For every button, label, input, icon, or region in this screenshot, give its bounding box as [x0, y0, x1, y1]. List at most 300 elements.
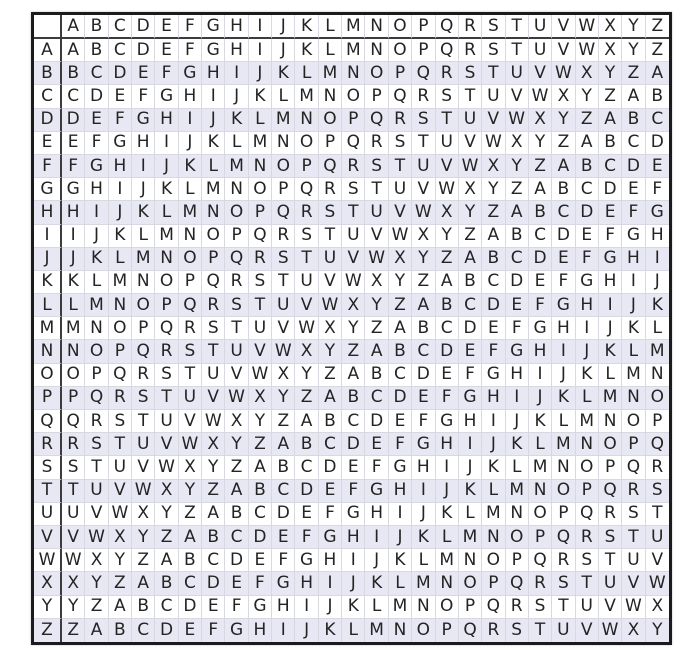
grid-cell: V [249, 340, 272, 363]
grid-cell: E [272, 526, 295, 549]
grid-cell: Q [552, 526, 575, 549]
grid-cell: H [272, 596, 295, 619]
grid-cell: J [132, 178, 155, 201]
grid-cell: M [179, 201, 202, 224]
column-header-cell: H [225, 15, 248, 39]
grid-cell: P [225, 225, 248, 248]
grid-cell: F [342, 480, 365, 503]
grid-cell: L [506, 456, 529, 479]
grid-cell: X [599, 39, 622, 62]
grid-cell: X [646, 596, 669, 619]
grid-cell: Q [225, 248, 248, 271]
grid-cell: J [576, 340, 599, 363]
grid-cell: A [272, 433, 295, 456]
grid-cell: D [109, 62, 132, 85]
grid-cell: S [225, 294, 248, 317]
grid-cell: D [506, 271, 529, 294]
grid-cell: B [389, 340, 412, 363]
grid-cell: V [132, 456, 155, 479]
grid-cell: B [225, 503, 248, 526]
grid-cell: E [85, 109, 108, 132]
grid-cell: M [132, 248, 155, 271]
grid-cell: O [319, 109, 342, 132]
grid-cell: E [622, 178, 645, 201]
grid-cell: J [436, 480, 459, 503]
grid-cell: O [202, 225, 225, 248]
grid-cell: X [225, 410, 248, 433]
grid-cell: T [552, 596, 575, 619]
tabula-recta-grid [31, 12, 672, 645]
grid-cell: C [132, 619, 155, 642]
column-header-cell: B [85, 15, 108, 39]
grid-cell: F [529, 294, 552, 317]
grid-cell: H [202, 62, 225, 85]
grid-cell: N [319, 85, 342, 108]
grid-cell: Y [179, 480, 202, 503]
grid-cell: Z [179, 503, 202, 526]
grid-cell: F [482, 340, 505, 363]
grid-cell: N [412, 596, 435, 619]
grid-cell: H [459, 410, 482, 433]
grid-cell: E [202, 596, 225, 619]
grid-cell: H [85, 178, 108, 201]
grid-cell: C [412, 340, 435, 363]
grid-cell: T [622, 526, 645, 549]
grid-cell: B [132, 596, 155, 619]
grid-cell: J [599, 317, 622, 340]
grid-cell: K [109, 225, 132, 248]
grid-cell: Y [295, 364, 318, 387]
grid-cell: T [62, 480, 85, 503]
grid-cell: V [62, 526, 85, 549]
grid-cell: N [506, 503, 529, 526]
grid-cell: P [342, 109, 365, 132]
grid-cell: X [365, 271, 388, 294]
grid-cell: F [179, 39, 202, 62]
grid-cell: O [109, 317, 132, 340]
row-label-cell: K [34, 271, 62, 294]
grid-cell: Z [155, 526, 178, 549]
grid-cell: N [599, 410, 622, 433]
grid-cell: F [506, 317, 529, 340]
grid-cell: A [436, 271, 459, 294]
grid-cell: B [109, 619, 132, 642]
grid-cell: I [482, 410, 505, 433]
grid-cell: N [576, 433, 599, 456]
grid-cell: A [179, 526, 202, 549]
grid-cell: Q [365, 109, 388, 132]
grid-cell: D [389, 387, 412, 410]
grid-cell: V [225, 364, 248, 387]
grid-cell: L [436, 526, 459, 549]
grid-cell: M [62, 317, 85, 340]
grid-cell: Y [272, 387, 295, 410]
grid-cell: R [202, 294, 225, 317]
grid-cell: L [622, 340, 645, 363]
grid-cell: T [389, 155, 412, 178]
grid-cell: C [436, 317, 459, 340]
grid-cell: A [599, 109, 622, 132]
grid-cell: J [389, 526, 412, 549]
grid-cell: M [85, 294, 108, 317]
grid-cell: M [506, 480, 529, 503]
grid-cell: P [552, 503, 575, 526]
grid-cell: T [249, 294, 272, 317]
grid-cell: N [109, 294, 132, 317]
grid-cell: X [506, 132, 529, 155]
grid-cell: B [622, 109, 645, 132]
grid-cell: E [389, 410, 412, 433]
grid-cell: V [646, 549, 669, 572]
column-header-cell: A [62, 15, 85, 39]
grid-cell: P [576, 480, 599, 503]
grid-cell: S [319, 201, 342, 224]
grid-cell: O [295, 132, 318, 155]
grid-cell: D [576, 201, 599, 224]
grid-cell: I [132, 155, 155, 178]
row-label-cell: O [34, 364, 62, 387]
grid-cell: V [365, 225, 388, 248]
grid-cell: Q [295, 178, 318, 201]
grid-cell: N [179, 225, 202, 248]
grid-cell: R [132, 364, 155, 387]
grid-cell: N [272, 132, 295, 155]
grid-cell: H [412, 456, 435, 479]
grid-cell: V [599, 596, 622, 619]
row-label-cell: X [34, 572, 62, 595]
grid-cell: C [109, 39, 132, 62]
grid-cell: U [132, 433, 155, 456]
grid-cell: N [155, 248, 178, 271]
grid-cell: W [389, 225, 412, 248]
grid-cell: B [506, 225, 529, 248]
grid-cell: H [365, 503, 388, 526]
row-label-cell: F [34, 155, 62, 178]
grid-cell: E [365, 433, 388, 456]
grid-cell: Y [599, 62, 622, 85]
column-header-cell: G [202, 15, 225, 39]
column-header-cell: Z [646, 15, 669, 39]
grid-cell: Z [225, 456, 248, 479]
grid-cell: Y [412, 248, 435, 271]
grid-cell: O [506, 526, 529, 549]
grid-cell: Q [62, 410, 85, 433]
grid-cell: I [109, 178, 132, 201]
grid-cell: R [576, 526, 599, 549]
grid-cell: L [319, 39, 342, 62]
grid-cell: D [225, 549, 248, 572]
grid-cell: L [272, 85, 295, 108]
column-header-cell: I [249, 15, 272, 39]
grid-cell: Y [132, 526, 155, 549]
grid-cell: M [576, 410, 599, 433]
column-header-cell: D [132, 15, 155, 39]
grid-cell: V [552, 39, 575, 62]
grid-cell: U [249, 317, 272, 340]
grid-cell: K [622, 317, 645, 340]
grid-cell: K [272, 62, 295, 85]
grid-cell: U [622, 549, 645, 572]
grid-cell: O [179, 248, 202, 271]
row-label-cell: B [34, 62, 62, 85]
grid-cell: U [389, 178, 412, 201]
grid-cell: Z [482, 201, 505, 224]
grid-cell: W [202, 410, 225, 433]
grid-cell: I [646, 248, 669, 271]
grid-cell: L [295, 62, 318, 85]
grid-cell: X [202, 433, 225, 456]
grid-cell: W [622, 596, 645, 619]
grid-cell: S [576, 549, 599, 572]
row-label-cell: P [34, 387, 62, 410]
grid-cell: R [225, 271, 248, 294]
grid-cell: I [412, 480, 435, 503]
column-header-cell: K [295, 15, 318, 39]
grid-cell: H [646, 225, 669, 248]
grid-cell: U [552, 619, 575, 642]
grid-cell: S [109, 410, 132, 433]
grid-cell: F [599, 225, 622, 248]
grid-cell: R [155, 340, 178, 363]
grid-cell: F [62, 155, 85, 178]
grid-cell: W [365, 248, 388, 271]
grid-cell: K [506, 433, 529, 456]
grid-cell: U [412, 155, 435, 178]
grid-cell: Q [436, 39, 459, 62]
grid-cell: Y [109, 549, 132, 572]
grid-cell: X [155, 480, 178, 503]
grid-cell: D [552, 225, 575, 248]
grid-cell: R [529, 572, 552, 595]
grid-cell: O [132, 294, 155, 317]
grid-cell: X [576, 62, 599, 85]
grid-cell: K [459, 480, 482, 503]
row-label-cell: M [34, 317, 62, 340]
corner-cell [34, 15, 62, 39]
grid-cell: E [62, 132, 85, 155]
grid-cell: H [249, 619, 272, 642]
grid-cell: T [482, 62, 505, 85]
grid-cell: C [552, 201, 575, 224]
grid-cell: G [85, 155, 108, 178]
grid-cell: S [389, 132, 412, 155]
grid-cell: Y [155, 503, 178, 526]
grid-cell: Q [319, 155, 342, 178]
grid-cell: J [342, 572, 365, 595]
grid-cell: C [272, 480, 295, 503]
grid-cell: V [506, 85, 529, 108]
grid-cell: F [249, 572, 272, 595]
grid-cell: N [85, 317, 108, 340]
grid-cell: X [482, 155, 505, 178]
grid-cell: Z [552, 132, 575, 155]
grid-cell: B [319, 410, 342, 433]
grid-cell: M [109, 271, 132, 294]
row-label-cell: Q [34, 410, 62, 433]
grid-cell: T [646, 503, 669, 526]
grid-cell: Q [132, 340, 155, 363]
grid-cell: A [459, 248, 482, 271]
grid-cell: I [506, 387, 529, 410]
grid-cell: K [576, 364, 599, 387]
grid-cell: A [622, 85, 645, 108]
grid-cell: T [109, 433, 132, 456]
grid-cell: U [155, 410, 178, 433]
grid-cell: S [249, 271, 272, 294]
grid-cell: H [552, 317, 575, 340]
grid-cell: R [342, 155, 365, 178]
grid-cell: K [179, 155, 202, 178]
grid-cell: M [529, 456, 552, 479]
grid-cell: A [132, 572, 155, 595]
grid-cell: P [436, 619, 459, 642]
grid-cell: C [365, 387, 388, 410]
grid-cell: X [249, 387, 272, 410]
grid-cell: Z [295, 387, 318, 410]
grid-cell: P [599, 456, 622, 479]
grid-cell: O [249, 178, 272, 201]
grid-cell: L [342, 619, 365, 642]
column-header-cell: S [482, 15, 505, 39]
grid-cell: S [482, 39, 505, 62]
grid-cell: U [646, 526, 669, 549]
grid-cell: L [552, 410, 575, 433]
grid-cell: K [365, 572, 388, 595]
grid-cell: B [155, 572, 178, 595]
grid-cell: O [552, 480, 575, 503]
grid-cell: V [459, 132, 482, 155]
grid-cell: J [459, 456, 482, 479]
grid-cell: S [646, 480, 669, 503]
grid-cell: P [365, 85, 388, 108]
grid-cell: A [482, 225, 505, 248]
grid-cell: Z [646, 39, 669, 62]
grid-cell: N [459, 549, 482, 572]
grid-cell: U [295, 271, 318, 294]
grid-cell: T [272, 271, 295, 294]
grid-cell: A [576, 132, 599, 155]
grid-cell: U [365, 201, 388, 224]
row-label-cell: G [34, 178, 62, 201]
grid-cell: M [552, 433, 575, 456]
grid-cell: H [342, 526, 365, 549]
grid-cell: M [225, 155, 248, 178]
grid-cell: I [576, 317, 599, 340]
grid-cell: Y [646, 619, 669, 642]
grid-cell: S [179, 340, 202, 363]
grid-cell: Y [576, 85, 599, 108]
grid-cell: J [552, 364, 575, 387]
grid-cell: X [622, 619, 645, 642]
grid-cell: Z [389, 294, 412, 317]
grid-cell: S [412, 109, 435, 132]
grid-cell: U [85, 480, 108, 503]
grid-cell: A [62, 39, 85, 62]
grid-cell: W [179, 433, 202, 456]
grid-cell: K [85, 248, 108, 271]
grid-cell: C [179, 572, 202, 595]
grid-cell: K [225, 109, 248, 132]
grid-cell: Y [365, 294, 388, 317]
grid-cell: R [295, 201, 318, 224]
grid-cell: H [482, 387, 505, 410]
grid-cell: W [319, 294, 342, 317]
grid-cell: W [155, 456, 178, 479]
grid-cell: A [295, 410, 318, 433]
grid-cell: M [365, 619, 388, 642]
grid-cell: P [272, 178, 295, 201]
grid-cell: I [599, 294, 622, 317]
grid-cell: I [225, 62, 248, 85]
grid-cell: J [319, 596, 342, 619]
column-header-cell: X [599, 15, 622, 39]
grid-cell: I [179, 109, 202, 132]
grid-cell: H [109, 155, 132, 178]
grid-cell: T [132, 410, 155, 433]
grid-cell: T [576, 572, 599, 595]
grid-cell: N [646, 364, 669, 387]
row-label-cell: J [34, 248, 62, 271]
grid-cell: M [272, 109, 295, 132]
grid-cell: L [529, 433, 552, 456]
grid-cell: V [179, 410, 202, 433]
grid-cell: P [529, 526, 552, 549]
grid-cell: L [132, 225, 155, 248]
grid-cell: Z [272, 410, 295, 433]
grid-cell: B [342, 387, 365, 410]
grid-cell: L [389, 572, 412, 595]
column-header-cell: L [319, 15, 342, 39]
row-label-cell: D [34, 109, 62, 132]
grid-cell: E [319, 480, 342, 503]
grid-cell: U [342, 225, 365, 248]
grid-cell: K [155, 178, 178, 201]
grid-cell: A [389, 317, 412, 340]
grid-cell: T [506, 39, 529, 62]
grid-cell: R [109, 387, 132, 410]
grid-cell: P [202, 248, 225, 271]
grid-cell: E [109, 85, 132, 108]
grid-cell: B [599, 132, 622, 155]
grid-cell: D [272, 503, 295, 526]
grid-cell: O [412, 619, 435, 642]
grid-cell: G [459, 387, 482, 410]
grid-cell: I [389, 503, 412, 526]
grid-cell: Q [272, 201, 295, 224]
grid-cell: B [576, 155, 599, 178]
grid-cell: M [155, 225, 178, 248]
grid-cell: N [529, 480, 552, 503]
grid-cell: R [482, 619, 505, 642]
grid-cell: D [249, 526, 272, 549]
grid-cell: Z [599, 85, 622, 108]
grid-cell: M [599, 387, 622, 410]
grid-cell: C [599, 155, 622, 178]
grid-cell: B [295, 433, 318, 456]
column-header-cell: V [552, 15, 575, 39]
grid-cell: J [179, 132, 202, 155]
grid-cell: F [319, 503, 342, 526]
row-label-cell: H [34, 201, 62, 224]
grid-cell: G [482, 364, 505, 387]
grid-cell: J [155, 155, 178, 178]
grid-cell: S [436, 85, 459, 108]
grid-cell: S [552, 572, 575, 595]
grid-cell: Z [506, 178, 529, 201]
grid-cell: E [342, 456, 365, 479]
grid-cell: A [365, 340, 388, 363]
grid-cell: K [249, 85, 272, 108]
